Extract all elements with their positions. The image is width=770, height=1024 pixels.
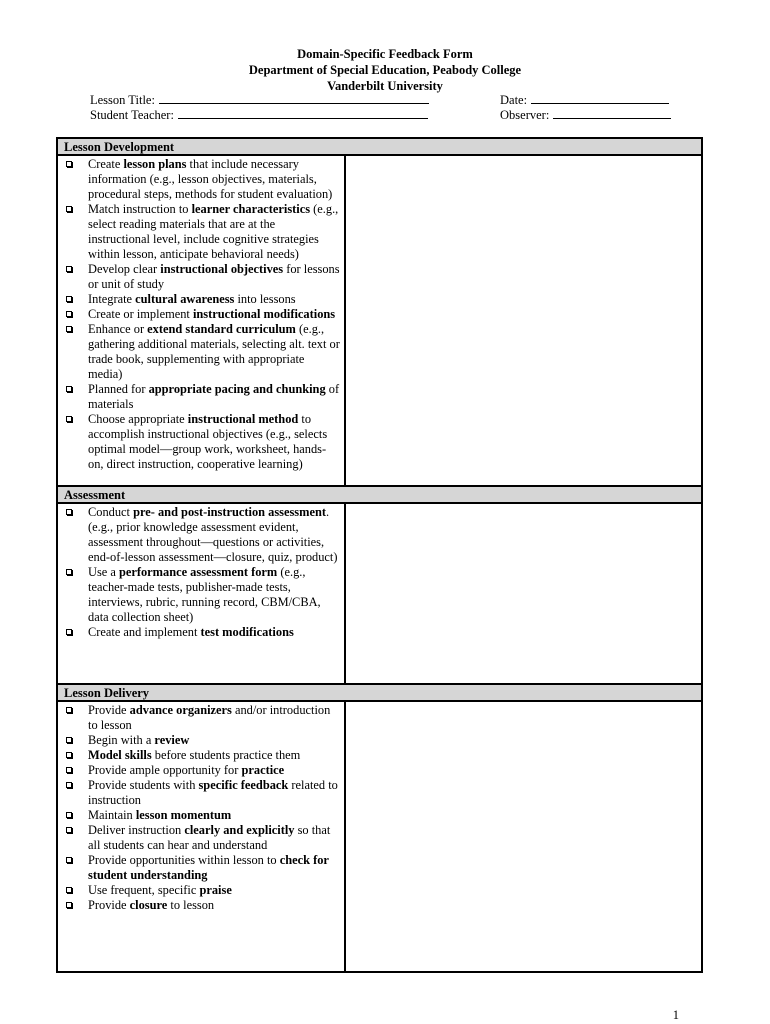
section-lesson-development xyxy=(56,137,703,487)
item-emphasis: clearly and explicitly xyxy=(184,823,295,837)
page-number: 1 xyxy=(672,1008,679,1022)
checklist-item xyxy=(64,778,340,808)
checklist-item xyxy=(64,898,340,913)
checkbox-icon[interactable] xyxy=(66,161,72,167)
date-field xyxy=(500,92,669,108)
checklist-item xyxy=(64,853,340,883)
section-heading: Lesson Development xyxy=(58,139,701,156)
item-text: that include necessary information (e.g., lesson objectives, materials, procedural steps, methods for student evaluation) xyxy=(88,157,333,201)
item-text: (e.g., gathering additional materials, selecting alt. text or trade book, supplementing with appropriate media) xyxy=(88,322,340,381)
item-text: into lessons xyxy=(234,292,296,306)
item-emphasis: practice xyxy=(241,763,285,777)
checkbox-icon[interactable] xyxy=(66,296,72,302)
item-text: Match instruction to xyxy=(88,202,192,216)
item-emphasis: performance assessment form xyxy=(118,565,278,579)
section-lesson-delivery xyxy=(56,683,703,973)
department-name: Department of Special Education, Peabody College xyxy=(248,63,522,77)
checklist-item xyxy=(64,625,340,640)
item-emphasis: lesson momentum xyxy=(135,808,232,822)
checklist-item xyxy=(64,262,340,292)
item-emphasis: specific feedback xyxy=(198,778,289,792)
checklist xyxy=(64,703,340,913)
item-text: Provide ample opportunity for xyxy=(88,763,242,777)
observer-field xyxy=(500,107,671,123)
item-text: Provide opportunities within lesson to xyxy=(88,853,280,867)
comments-area[interactable] xyxy=(346,504,701,683)
item-text: Maintain xyxy=(88,808,136,822)
item-text: to lesson xyxy=(167,898,215,912)
item-text: Develop clear xyxy=(88,262,161,276)
item-text: Conduct xyxy=(88,505,134,519)
item-text: for lessons or unit of study xyxy=(88,262,340,291)
checklist-item xyxy=(64,808,340,823)
checklist-item xyxy=(64,703,340,733)
item-text: Create or implement xyxy=(88,307,193,321)
item-emphasis: closure xyxy=(129,898,168,912)
item-text: Integrate xyxy=(88,292,136,306)
lesson-title-input-line[interactable] xyxy=(159,92,429,104)
item-text: Provide xyxy=(88,898,130,912)
form-title: Domain-Specific Feedback Form xyxy=(297,47,473,61)
lesson-title-field xyxy=(90,92,429,108)
date-input-line[interactable] xyxy=(531,92,669,104)
checklist-item xyxy=(64,202,340,262)
checkbox-icon[interactable] xyxy=(66,266,72,272)
checklist-item xyxy=(64,157,340,202)
checklist-item xyxy=(64,292,340,307)
item-text: (e.g., select reading materials that are at the instructional level, include cognitive strategies within lesson, anticipate behavioral needs) xyxy=(88,202,339,261)
checklist-item xyxy=(64,763,340,778)
checkbox-icon[interactable] xyxy=(66,857,72,863)
item-text: Planned for xyxy=(88,382,149,396)
checklist xyxy=(64,157,340,472)
checkbox-icon[interactable] xyxy=(66,707,72,713)
item-text: Use a xyxy=(88,565,119,579)
checklist xyxy=(64,505,340,640)
checklist-item xyxy=(64,307,340,322)
checkbox-icon[interactable] xyxy=(66,326,72,332)
section-heading: Lesson Delivery xyxy=(58,685,701,702)
checkbox-icon[interactable] xyxy=(66,752,72,758)
item-text: of materials xyxy=(88,382,340,411)
checkbox-icon[interactable] xyxy=(66,737,72,743)
comments-area[interactable] xyxy=(346,702,701,971)
item-text: Create and implement xyxy=(88,625,201,639)
item-emphasis: pre- and post-instruction assessment xyxy=(133,505,326,519)
item-text: Provide xyxy=(88,703,130,717)
item-emphasis: instructional method xyxy=(187,412,299,426)
date-label: Date: xyxy=(500,93,528,107)
checkbox-icon[interactable] xyxy=(66,416,72,422)
item-text: so that all students can hear and understand xyxy=(88,823,331,852)
section-heading: Assessment xyxy=(58,487,701,504)
checklist-item xyxy=(64,382,340,412)
checkbox-icon[interactable] xyxy=(66,206,72,212)
item-text: to accomplish instructional objectives (e.g., selects optimal model—group work, worksheet, hands-on, direct instruction, cooperative learning) xyxy=(88,412,328,471)
checklist-item xyxy=(64,748,340,763)
section-assessment xyxy=(56,485,703,685)
item-emphasis: lesson plans xyxy=(123,157,187,171)
student-teacher-field xyxy=(90,107,428,123)
item-text: and/or introduction to lesson xyxy=(88,703,331,732)
student-teacher-label: Student Teacher: xyxy=(90,108,174,122)
item-emphasis: review xyxy=(154,733,190,747)
item-emphasis: test modifications xyxy=(200,625,294,639)
checkbox-icon[interactable] xyxy=(66,767,72,773)
checklist-item xyxy=(64,322,340,382)
item-text: Deliver instruction xyxy=(88,823,185,837)
checkbox-icon[interactable] xyxy=(66,782,72,788)
checkbox-icon[interactable] xyxy=(66,569,72,575)
item-text: Enhance or xyxy=(88,322,148,336)
item-text: Use frequent, specific xyxy=(88,883,200,897)
observer-label: Observer: xyxy=(500,108,550,122)
comments-area[interactable] xyxy=(346,156,701,485)
checkbox-icon[interactable] xyxy=(66,887,72,893)
item-emphasis: Model skills xyxy=(88,748,152,762)
item-emphasis: instructional objectives xyxy=(160,262,284,276)
checklist-item xyxy=(64,412,340,472)
university-name: Vanderbilt University xyxy=(327,79,443,93)
observer-input-line[interactable] xyxy=(553,107,671,119)
student-teacher-input-line[interactable] xyxy=(178,107,428,119)
checkbox-icon[interactable] xyxy=(66,812,72,818)
item-text: before students practice them xyxy=(151,748,301,762)
checkbox-icon[interactable] xyxy=(66,386,72,392)
item-text: Create xyxy=(88,157,124,171)
checkbox-icon[interactable] xyxy=(66,902,72,908)
checkbox-icon[interactable] xyxy=(66,629,72,635)
checkbox-icon[interactable] xyxy=(66,827,72,833)
item-emphasis: extend standard curriculum xyxy=(147,322,296,336)
item-text: related to instruction xyxy=(88,778,338,807)
item-emphasis: check for student understanding xyxy=(88,853,329,882)
item-text: Choose appropriate xyxy=(88,412,188,426)
checklist-item xyxy=(64,823,340,853)
item-emphasis: cultural awareness xyxy=(135,292,235,306)
checklist-item xyxy=(64,883,340,898)
item-emphasis: learner characteristics xyxy=(191,202,311,216)
item-text: (e.g., teacher-made tests, publisher-made tests, interviews, rubric, running record, CBM/CBA, data collection sheet) xyxy=(88,565,321,624)
item-text: . (e.g., prior knowledge assessment evident, assessment throughout—questions or activities, end-of-lesson assessment—closure, quiz, product) xyxy=(88,505,338,564)
item-text: Provide students with xyxy=(88,778,199,792)
item-emphasis: advance organizers xyxy=(129,703,232,717)
item-text: Begin with a xyxy=(88,733,155,747)
checklist-item xyxy=(64,505,340,565)
item-emphasis: appropriate pacing and chunking xyxy=(148,382,326,396)
checkbox-icon[interactable] xyxy=(66,509,72,515)
checklist-item xyxy=(64,733,340,748)
lesson-title-label: Lesson Title: xyxy=(90,93,155,107)
item-emphasis: praise xyxy=(199,883,232,897)
checkbox-icon[interactable] xyxy=(66,311,72,317)
item-emphasis: instructional modifications xyxy=(192,307,336,321)
checklist-item xyxy=(64,565,340,625)
